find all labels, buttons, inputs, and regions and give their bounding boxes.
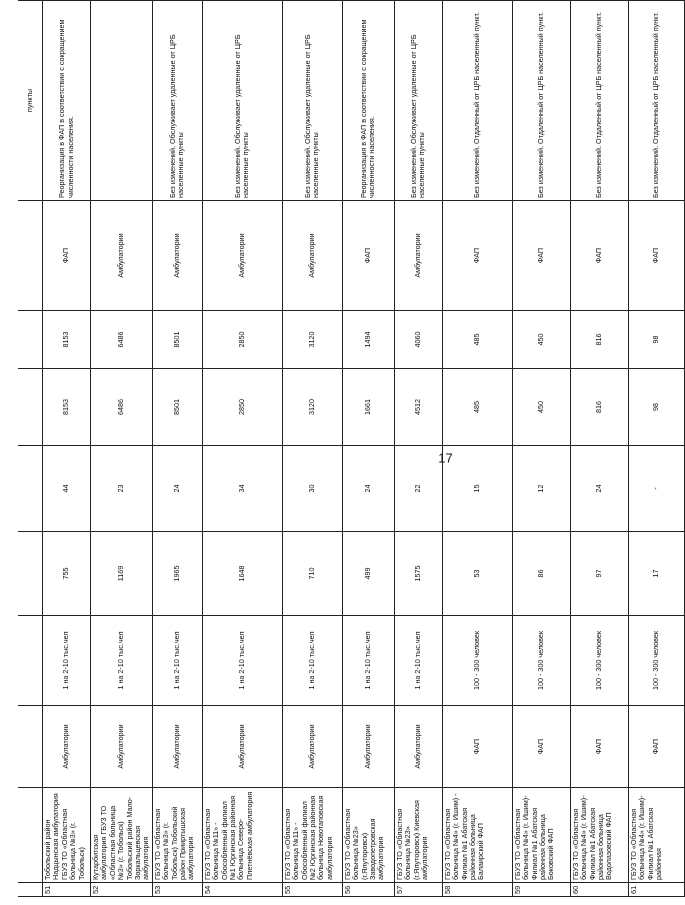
note: Без изменений. Обслуживает удаленные от ЦРБ населенные пункты (394, 1, 442, 201)
row-number: 61 (628, 883, 684, 897)
catchment-b: 1494 (342, 311, 394, 369)
catchment-b: 8501 (152, 311, 202, 369)
note: Без изменений. Отдаленный от ЦРБ населенный пункт. (442, 1, 512, 201)
distance: 24 (570, 446, 628, 532)
table-row (394, 1, 442, 897)
population: 1575 (394, 532, 442, 616)
norm-value: 1 на 2-10 тыс.чел (282, 616, 342, 706)
population: 1169 (91, 532, 153, 616)
norm-value: 1 на 2-10 тыс.чел (91, 616, 153, 706)
facility-type: Амбулатории (152, 706, 202, 788)
row-number: 60 (570, 883, 628, 897)
distance: 30 (282, 446, 342, 532)
note (91, 1, 153, 201)
row-number: 52 (91, 883, 153, 897)
population: 1648 (202, 532, 282, 616)
planned-type: ФАП (442, 201, 512, 311)
norm-value: 1 на 2-10 тыс.чел (342, 616, 394, 706)
population: 1965 (152, 532, 202, 616)
catchment-a: 450 (512, 369, 570, 446)
facility-type: ФАП (570, 706, 628, 788)
row-number: 58 (442, 883, 512, 897)
population: 499 (342, 532, 394, 616)
planned-type: ФАП (570, 201, 628, 311)
facility-type: ФАП (628, 706, 684, 788)
facility-type: Амбулатории (342, 706, 394, 788)
distance: 22 (394, 446, 442, 532)
table-row (43, 1, 91, 897)
table-row (282, 1, 342, 897)
table-row (570, 1, 628, 897)
catchment-b: 816 (570, 311, 628, 369)
distance: 34 (202, 446, 282, 532)
planned-type: Амбулатории (282, 201, 342, 311)
table-row (342, 1, 394, 897)
planned-type: ФАП (342, 201, 394, 311)
population: 17 (628, 532, 684, 616)
norm-value: 1 на 2-10 тыс.чел (152, 616, 202, 706)
catchment-a: 1661 (342, 369, 394, 446)
catchment-a: 6486 (91, 369, 153, 446)
facility-type: Амбулатории (394, 706, 442, 788)
row-number: 51 (43, 883, 91, 897)
facility-type: Амбулатории (282, 706, 342, 788)
note: Без изменений. Обслуживает удаленные от ЦРБ населенные пункты (202, 1, 282, 201)
catchment-b: 450 (512, 311, 570, 369)
planned-type: Амбулатории (202, 201, 282, 311)
catchment-b: 8153 (43, 311, 91, 369)
row-number: 57 (394, 883, 442, 897)
facility-name: Тобольский район Надцынская амбулатория ГБУЗ ТО «Областная больница №3» (г. Тобольск) (43, 788, 91, 883)
facility-name: ГБУЗ ТО «Областная больница №4» (г. Ишим)- Филиал №1 Абатская районная больница Водолазовский ФАП (570, 788, 628, 883)
facility-name: ГБУЗ ТО «Областная больница №4» (г. Ишим)- Филиал №1 Абатская районная больница Боковский ФАП (512, 788, 570, 883)
distance: 23 (91, 446, 153, 532)
planned-type: ФАП (512, 201, 570, 311)
facility-name: ГБУЗ ТО «Областная больница №3» (г. Тобольск) Тобольский район Прииртышская амбулатория (152, 788, 202, 883)
distance: - (628, 446, 684, 532)
table-row (91, 1, 153, 897)
population: 97 (570, 532, 628, 616)
header-last-col: пункты (18, 1, 43, 201)
norm-value: 1 на 2-10 тыс.чел (43, 616, 91, 706)
catchment-a: 8501 (152, 369, 202, 446)
catchment-b: 3120 (282, 311, 342, 369)
planned-type: Амбулатории (394, 201, 442, 311)
table-row (152, 1, 202, 897)
planned-type: Амбулатории (91, 201, 153, 311)
catchment-a: 4512 (394, 369, 442, 446)
catchment-a: 2850 (202, 369, 282, 446)
table-row-continuation (18, 1, 43, 897)
facility-type: Амбулатории (91, 706, 153, 788)
facility-name: ГБУЗ ТО «Областная больница №4» (г. Ишим)- Филиал №1 Абатская районная (628, 788, 684, 883)
catchment-b: 6486 (91, 311, 153, 369)
catchment-a: 816 (570, 369, 628, 446)
population: 710 (282, 532, 342, 616)
facility-type: Амбулатории (43, 706, 91, 788)
row-number: 53 (152, 883, 202, 897)
catchment-b: 4060 (394, 311, 442, 369)
page-number: 17 (438, 450, 453, 466)
note: Без изменений. Отдаленный от ЦРБ населенный пункт. (512, 1, 570, 201)
catchment-b: 98 (628, 311, 684, 369)
distance: 24 (342, 446, 394, 532)
table-row (442, 1, 512, 897)
distance: 44 (43, 446, 91, 532)
row-number: 54 (202, 883, 282, 897)
facility-name: ГБУЗ ТО «Областная больница №11» - Обособленный филиал №1 Юргинская районная больница Северо-Плетнёвская амбулатория (202, 788, 282, 883)
note: Без изменений. Отдаленный от ЦРБ населенный пункт. (570, 1, 628, 201)
note: Реорганизация в ФАП в соответствии с сокращением численности населения. (342, 1, 394, 201)
facility-name: ГБУЗ ТО «Областная больница №23» (г.Ялуторовск) Киевская амбулатория (394, 788, 442, 883)
note: Реорганизация в ФАП в соответствии с сокращением численности населения. (43, 1, 91, 201)
planned-type: ФАП (628, 201, 684, 311)
norm-value: 100 - 300 человек (570, 616, 628, 706)
catchment-a: 3120 (282, 369, 342, 446)
distance: 12 (512, 446, 570, 532)
population: 53 (442, 532, 512, 616)
table-row (512, 1, 570, 897)
catchment-a: 485 (442, 369, 512, 446)
facility-name: Кутарбитская амбулатория ГБУЗ ТО «Областная больница №3» (г. Тобольск) Тобольский район Мало-Зоркальцевская амбулатория (91, 788, 153, 883)
norm-value: 100 - 300 человек (442, 616, 512, 706)
norm-value: 1 на 2-10 тыс.чел (202, 616, 282, 706)
planned-type: ФАП (43, 201, 91, 311)
row-number: 56 (342, 883, 394, 897)
row-number: 55 (282, 883, 342, 897)
population: 86 (512, 532, 570, 616)
planned-type: Амбулатории (152, 201, 202, 311)
norm-value: 100 - 300 человек (512, 616, 570, 706)
population: 755 (43, 532, 91, 616)
note: Без изменений. Обслуживает удаленные от ЦРБ населенные пункты (282, 1, 342, 201)
catchment-b: 2850 (202, 311, 282, 369)
table-row (628, 1, 684, 897)
facilities-table (18, 0, 685, 897)
row-number: 59 (512, 883, 570, 897)
norm-value: 100 - 300 человек (628, 616, 684, 706)
note: Без изменений. Обслуживает удаленные от ЦРБ населенные пункты (152, 1, 202, 201)
facility-name: ГБУЗ ТО «Областная больница №23» (г.Ялуторовск) Заводопетровская амбулатория (342, 788, 394, 883)
facility-name: ГБУЗ ТО «Областная больница №4» (г. Ишим) - Филиал №1 Абатская районная больница Балаирский ФАП (442, 788, 512, 883)
facility-type: ФАП (442, 706, 512, 788)
facility-type: Амбулатории (202, 706, 282, 788)
catchment-a: 98 (628, 369, 684, 446)
catchment-b: 485 (442, 311, 512, 369)
distance: 15 (442, 446, 512, 532)
distance: 24 (152, 446, 202, 532)
catchment-a: 8153 (43, 369, 91, 446)
norm-value: 1 на 2-10 тыс.чел (394, 616, 442, 706)
table-row (202, 1, 282, 897)
note: Без изменений. Отдаленный от ЦРБ населенный пункт. (628, 1, 684, 201)
facility-name: ГБУЗ ТО «Областная больница №11» - Обособленный филиал №2 Юргинская районная больница Новотаповская амбулатория (282, 788, 342, 883)
facility-type: ФАП (512, 706, 570, 788)
